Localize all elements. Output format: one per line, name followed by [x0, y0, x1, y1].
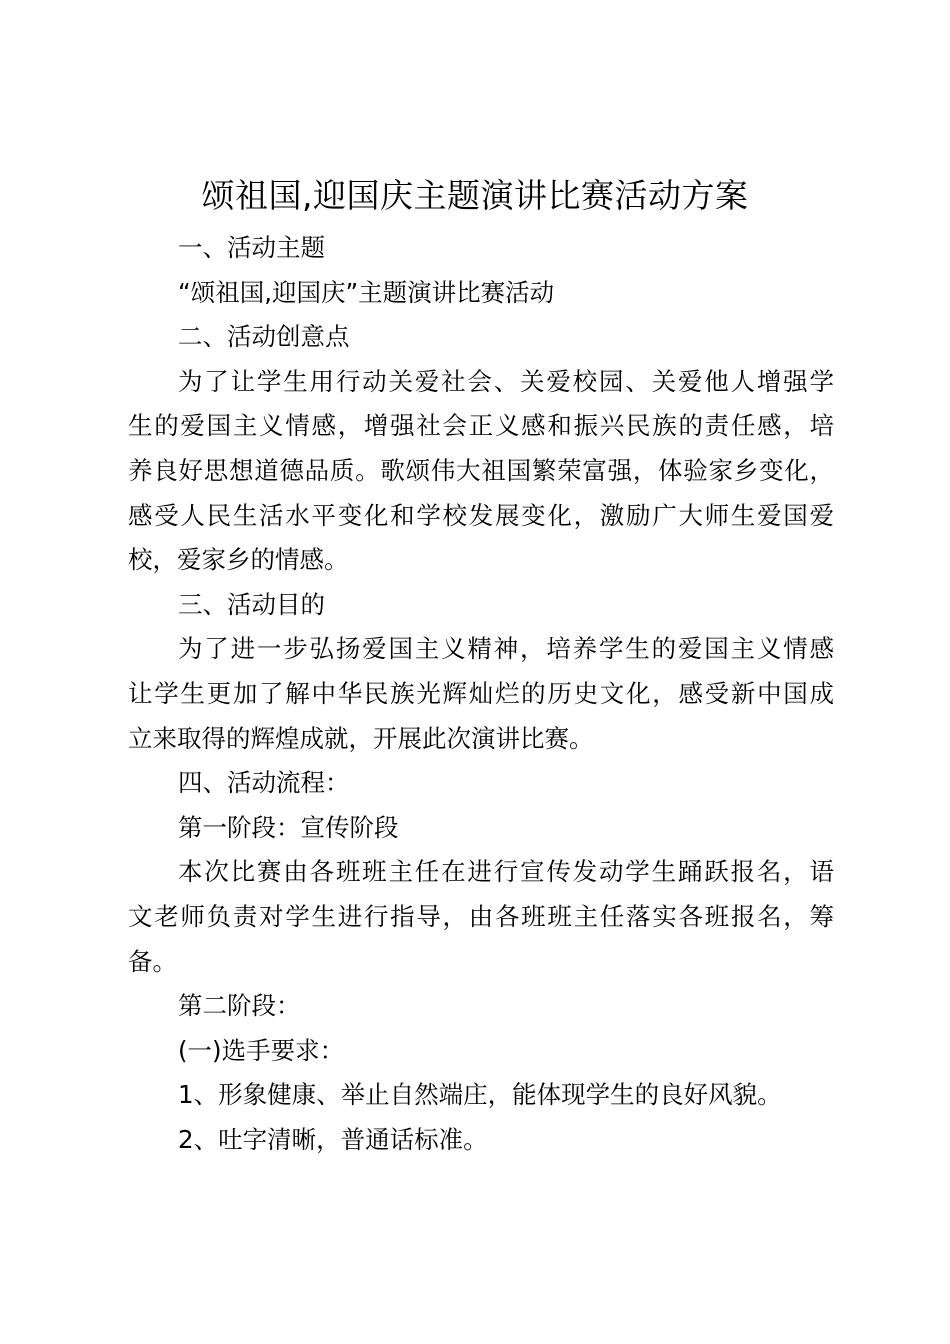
text-line: 第二阶段： [178, 991, 301, 1021]
text-line: 养良好思想道德品质。歌颂伟大祖国繁荣富强，体验家乡变化， [128, 455, 834, 485]
document-title: 颂祖国,迎国庆主题演讲比赛活动方案 [201, 176, 749, 215]
text-line: 本次比赛由各班班主任在进行宣传发动学生踊跃报名，语 [178, 857, 834, 887]
text-line: 一、活动主题 [178, 233, 325, 262]
text-line: 文老师负责对学生进行指导，由各班班主任落实各班报名，筹 [128, 901, 834, 931]
text-line: 立来取得的辉煌成就，开展此次演讲比赛。 [128, 723, 594, 753]
text-line: 为了让学生用行动关爱社会、关爱校园、关爱他人增强学 [178, 366, 834, 396]
text-line: 备。 [128, 946, 177, 976]
text-line: 四、活动流程： [178, 768, 350, 798]
text-line: “颂祖国,迎国庆”主题演讲比赛活动 [178, 277, 555, 307]
text-line: 2、吐字清晰，普通话标准。 [178, 1124, 488, 1154]
text-line: 感受人民生活水平变化和学校发展变化，激励广大师生爱国爱 [128, 500, 834, 530]
text-line: 第一阶段：宣传阶段 [178, 812, 399, 842]
text-line: 为了进一步弘扬爱国主义精神，培养学生的爱国主义情感 [178, 634, 834, 664]
text-line: 让学生更加了解中华民族光辉灿烂的历史文化，感受新中国成 [128, 678, 834, 708]
text-line: 二、活动创意点 [178, 322, 350, 352]
text-line: 校，爱家乡的情感。 [128, 545, 349, 575]
text-line: (一)选手要求： [178, 1035, 345, 1065]
text-line: 1、形象健康、举止自然端庄，能体现学生的良好风貌。 [178, 1080, 782, 1110]
text-line: 生的爱国主义情感，增强社会正义感和振兴民族的责任感，培 [128, 411, 834, 441]
document-body [128, 226, 834, 1162]
text-line: 三、活动目的 [178, 589, 325, 619]
